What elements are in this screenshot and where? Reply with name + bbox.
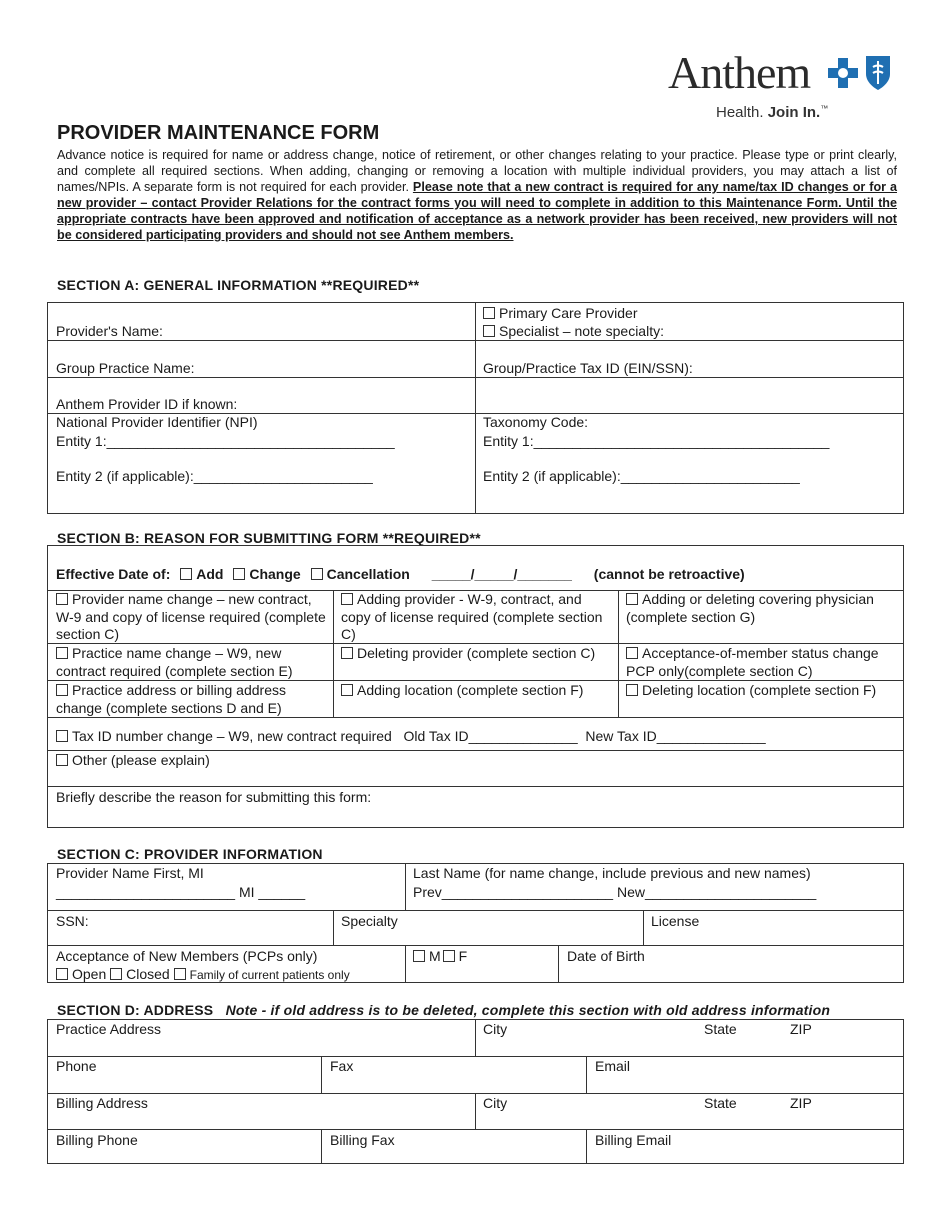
- acceptance-label: Acceptance of New Members (PCPs only): [56, 948, 318, 964]
- acceptance-options[interactable]: Open Closed Family of current patients only: [56, 966, 350, 984]
- provider-first-name-label: Provider Name First, MI: [56, 865, 204, 881]
- opt-practice-address-change[interactable]: Practice address or billing address change (complete sections D and E): [56, 682, 286, 716]
- billing-zip-field[interactable]: ZIP: [790, 1095, 812, 1111]
- npi-entity1-field[interactable]: Entity 1:_____________________________________: [56, 433, 395, 449]
- npi-label: National Provider Identifier (NPI): [56, 414, 258, 430]
- new-tax-id-field[interactable]: New Tax ID______________: [585, 728, 766, 744]
- specialist-option[interactable]: Specialist – note specialty:: [483, 323, 664, 340]
- practice-state-field[interactable]: State: [704, 1021, 737, 1037]
- billing-address-field[interactable]: Billing Address: [56, 1095, 148, 1111]
- checkbox[interactable]: [56, 647, 68, 659]
- cancellation-checkbox[interactable]: [311, 568, 323, 580]
- taxonomy-entity1-field[interactable]: Entity 1:______________________________________: [483, 433, 830, 449]
- opt-provider-name-change[interactable]: Provider name change – new contract, W-9 and copy of license required (complete section C): [56, 591, 326, 642]
- male-checkbox[interactable]: [413, 950, 425, 962]
- anthem-logo: [668, 47, 900, 126]
- closed-checkbox[interactable]: [110, 968, 122, 980]
- blue-cross-icon: [828, 58, 858, 88]
- blue-shield-icon: [864, 54, 892, 92]
- tax-id-change-row[interactable]: Tax ID number change – W9, new contract required Old Tax ID______________ New Tax ID______________: [56, 728, 766, 745]
- fax-field[interactable]: Fax: [330, 1058, 354, 1074]
- checkbox[interactable]: [56, 684, 68, 696]
- billing-city-field[interactable]: City: [483, 1095, 508, 1111]
- checkbox[interactable]: [341, 684, 353, 696]
- section-d-title: SECTION D: ADDRESS Note - if old address is to be deleted, complete this section with old address information: [57, 1002, 831, 1018]
- specialist-checkbox[interactable]: [483, 325, 495, 337]
- section-c-title: SECTION C: PROVIDER INFORMATION: [57, 846, 323, 862]
- tax-id-change-checkbox[interactable]: [56, 730, 68, 742]
- intro-paragraph: Advance notice is required for name or address change, notice of retirement, or other changes relating to your practice. Please type or print clearly, and complete all required sections. When adding, changing or removing a location with multiple individual providers, you may attach a list of names/NPIs. A separate form is not required for each provider. Please note that a new contract is required for any name/tax ID changes or for a new provider – contact Provider Relations for the contract forms you will need to complete in addition to this Maintenance Form. Until the appropriate contracts have been approved and notification of acceptance as a network provider has been received, new providers will not be considered participating providers and should not see Anthem members.: [57, 148, 897, 242]
- opt-adding-physician[interactable]: Adding or deleting covering physician (complete section G): [626, 591, 874, 625]
- checkbox[interactable]: [341, 593, 353, 605]
- checkbox[interactable]: [341, 647, 353, 659]
- effective-date-field[interactable]: _____/_____/_______: [431, 566, 572, 582]
- add-checkbox[interactable]: [180, 568, 192, 580]
- primary-care-option[interactable]: Primary Care Provider: [483, 305, 637, 322]
- group-tax-id-label: Group/Practice Tax ID (EIN/SSN):: [483, 360, 693, 376]
- logo-wordmark: Anthem: [668, 47, 811, 98]
- briefly-describe-field[interactable]: Briefly describe the reason for submitting this form:: [56, 789, 372, 805]
- opt-practice-name-change[interactable]: Practice name change – W9, new contract required (complete section E): [56, 645, 293, 679]
- change-checkbox[interactable]: [233, 568, 245, 580]
- group-practice-name-label: Group Practice Name:: [56, 360, 195, 376]
- billing-email-field[interactable]: Billing Email: [595, 1132, 672, 1148]
- phone-field[interactable]: Phone: [56, 1058, 97, 1074]
- opt-acceptance-status[interactable]: Acceptance-of-member status change PCP only(complete section C): [626, 645, 879, 679]
- providers-name-label: Provider's Name:: [56, 323, 163, 339]
- practice-zip-field[interactable]: ZIP: [790, 1021, 812, 1037]
- billing-state-field[interactable]: State: [704, 1095, 737, 1111]
- checkbox[interactable]: [56, 593, 68, 605]
- section-a-title: SECTION A: GENERAL INFORMATION **REQUIRED**: [57, 277, 420, 293]
- female-checkbox[interactable]: [443, 950, 455, 962]
- checkbox[interactable]: [626, 647, 638, 659]
- anthem-provider-id-label: Anthem Provider ID if known:: [56, 396, 238, 412]
- other-option[interactable]: Other (please explain): [56, 752, 210, 769]
- billing-fax-field[interactable]: Billing Fax: [330, 1132, 395, 1148]
- checkbox[interactable]: [626, 593, 638, 605]
- last-name-field[interactable]: Prev______________________ New______________________: [413, 884, 817, 900]
- opt-deleting-location[interactable]: Deleting location (complete section F): [626, 682, 900, 700]
- gender-options[interactable]: M F: [413, 948, 467, 965]
- logo-tagline: Health. Join In.™: [716, 104, 829, 121]
- section-d-note: Note - if old address is to be deleted, complete this section with old address information: [225, 1002, 831, 1018]
- license-field[interactable]: License: [651, 913, 700, 929]
- provider-first-name-field[interactable]: _______________________ MI ______: [56, 884, 306, 900]
- last-name-label: Last Name (for name change, include previous and new names): [413, 865, 811, 881]
- npi-entity2-field[interactable]: Entity 2 (if applicable):_______________________: [56, 468, 373, 484]
- practice-city-field[interactable]: City: [483, 1021, 508, 1037]
- email-field[interactable]: Email: [595, 1058, 631, 1074]
- date-of-birth-field[interactable]: Date of Birth: [567, 948, 645, 964]
- opt-deleting-provider[interactable]: Deleting provider (complete section C): [341, 645, 615, 663]
- specialty-field[interactable]: Specialty: [341, 913, 398, 929]
- other-checkbox[interactable]: [56, 754, 68, 766]
- taxonomy-entity2-field[interactable]: Entity 2 (if applicable):_______________________: [483, 468, 800, 484]
- effective-date-row: Effective Date of: Add Change Cancellation _____/_____/_______ (cannot be retroactive): [56, 566, 745, 582]
- practice-address-field[interactable]: Practice Address: [56, 1021, 162, 1037]
- opt-adding-location[interactable]: Adding location (complete section F): [341, 682, 615, 700]
- family-checkbox[interactable]: [174, 968, 186, 980]
- ssn-field[interactable]: SSN:: [56, 913, 89, 929]
- section-b-title: SECTION B: REASON FOR SUBMITTING FORM **REQUIRED**: [57, 530, 481, 546]
- old-tax-id-field[interactable]: Old Tax ID______________: [403, 728, 578, 744]
- billing-phone-field[interactable]: Billing Phone: [56, 1132, 138, 1148]
- contract-notice: Please note that a new contract is required for any name/tax ID changes or for a new provider – contact Provider Relations for the contract forms you will need to complete in addition to this Maintenance Form. Until the appropriate contracts have been approved and notification of acceptance as a network provider has been received, new providers will not be considered participating providers and should not see Anthem members.: [57, 180, 897, 242]
- primary-care-checkbox[interactable]: [483, 307, 495, 319]
- checkbox[interactable]: [626, 684, 638, 696]
- taxonomy-label: Taxonomy Code:: [483, 414, 589, 430]
- open-checkbox[interactable]: [56, 968, 68, 980]
- page-title: PROVIDER MAINTENANCE FORM: [57, 122, 380, 144]
- opt-adding-provider[interactable]: Adding provider - W-9, contract, and copy of license required (complete section C): [341, 591, 603, 642]
